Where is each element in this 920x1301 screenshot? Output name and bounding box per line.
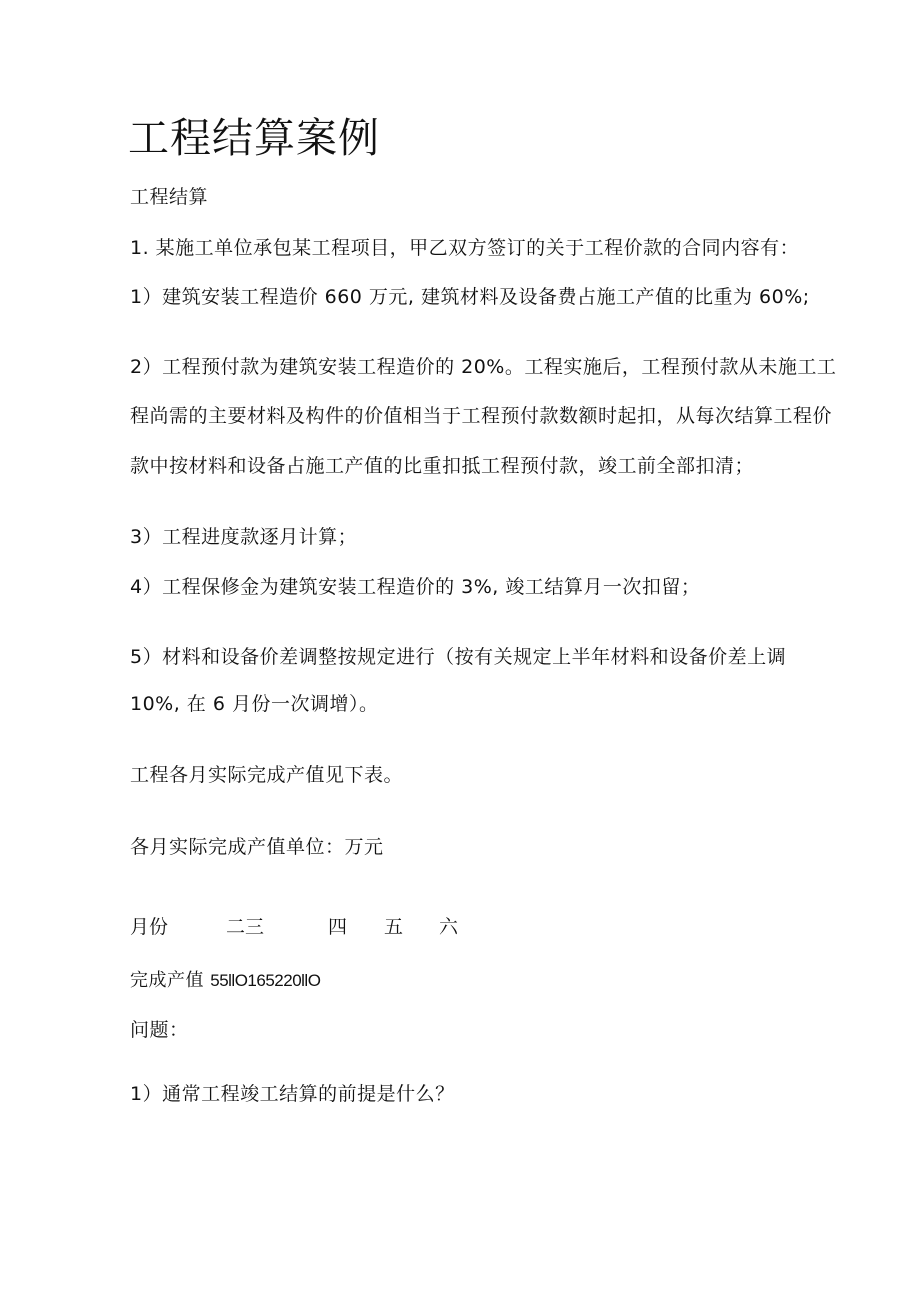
table-month: 四 (328, 916, 348, 938)
table-row-label: 完成产值 (130, 970, 204, 991)
table-values-row (130, 968, 320, 994)
contract-term-3: 3）工程进度款逐月计算； (130, 526, 358, 548)
contract-term-2-line-1: 2）工程预付款为建筑安装工程造价的 20%。工程实施后，工程预付款从未施工工 (130, 356, 837, 378)
question-intro: 1. 某施工单位承包某工程项目，甲乙双方签订的关于工程价款的合同内容有： (130, 237, 800, 259)
contract-term-5-line-1: 5）材料和设备价差调整按规定进行（按有关规定上半年材料和设备价差上调 (130, 646, 787, 668)
contract-term-4: 4）工程保修金为建筑安装工程造价的 3%, 竣工结算月一次扣留； (130, 576, 701, 598)
document-title: 工程结算案例 (128, 114, 380, 162)
table-month: 五 (384, 916, 404, 938)
table-month: 二三 (226, 916, 265, 938)
question-1: 1）通常工程竣工结算的前提是什么？ (130, 1083, 455, 1105)
table-month: 六 (439, 916, 459, 938)
questions-label: 问题： (130, 1019, 189, 1041)
table-header-label: 月份 (130, 916, 169, 938)
contract-term-1: 1）建筑安装工程造价 660 万元, 建筑材料及设备费占施工产值的比重为 60%; (130, 286, 810, 308)
contract-term-2-line-3: 款中按材料和设备占施工产值的比重扣抵工程预付款，竣工前全部扣清； (130, 455, 755, 477)
contract-term-5-line-2: 10%, 在 6 月份一次调增）。 (130, 693, 379, 715)
table-caption: 各月实际完成产值单位：万元 (130, 836, 384, 858)
table-row-values: 55llO165220llO (210, 971, 321, 990)
section-heading: 工程结算 (130, 186, 209, 208)
contract-term-2-line-2: 程尚需的主要材料及构件的价值相当于工程预付款数额时起扣，从每次结算工程价 (130, 405, 833, 427)
table-intro: 工程各月实际完成产值见下表。 (130, 764, 404, 786)
